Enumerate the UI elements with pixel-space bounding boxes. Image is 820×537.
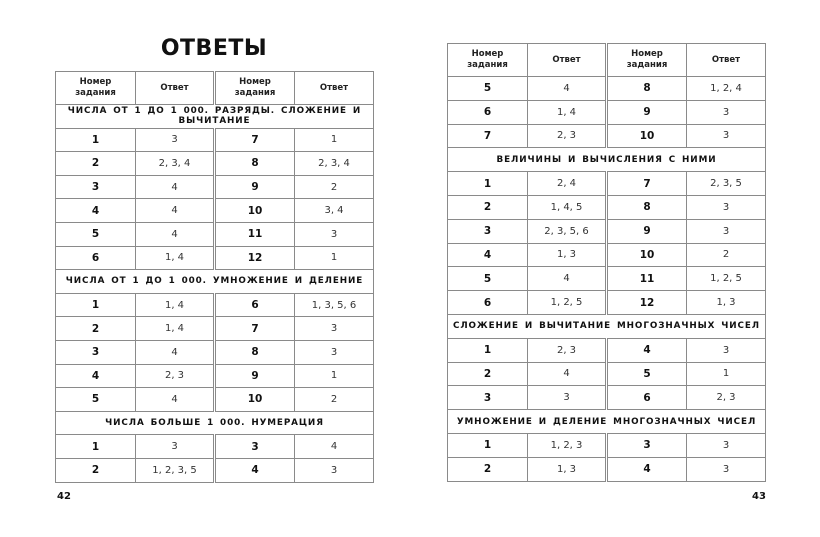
table-header-row (448, 44, 766, 77)
task-number-cell: 5 (607, 362, 687, 386)
answer-cell: 4 (136, 199, 215, 223)
answer-cell: 2, 3 (136, 364, 215, 388)
task-number-cell: 9 (607, 219, 687, 243)
column-header-answer: Ответ (136, 72, 215, 105)
answer-cell: 1, 4 (136, 293, 215, 317)
answer-cell: 2 (295, 388, 374, 412)
answer-cell: 3 (687, 195, 766, 219)
column-header-task-number: Номер задания (56, 72, 136, 105)
table-header-row (56, 72, 374, 105)
task-number-cell: 6 (215, 293, 295, 317)
column-header-task-number: Номер задания (215, 72, 295, 105)
answer-cell: 1, 3 (528, 457, 607, 481)
answer-cell: 1, 2, 3 (528, 433, 607, 457)
table-row (56, 458, 374, 482)
table-row (448, 77, 766, 101)
task-number-cell: 9 (215, 364, 295, 388)
answer-cell: 2, 3, 5 (687, 172, 766, 196)
task-number-cell: 8 (215, 340, 295, 364)
answer-cell: 3, 4 (295, 199, 374, 223)
answer-cell: 2, 3, 5, 6 (528, 219, 607, 243)
task-number-cell: 12 (607, 291, 687, 315)
task-number-cell: 7 (448, 124, 528, 148)
task-number-cell: 12 (215, 246, 295, 270)
answer-cell: 1, 3 (687, 291, 766, 315)
answer-cell: 1 (295, 364, 374, 388)
answer-cell: 3 (295, 222, 374, 246)
table-row (448, 457, 766, 481)
answer-cell: 3 (295, 317, 374, 341)
answer-cell: 1 (687, 362, 766, 386)
task-number-cell: 3 (215, 435, 295, 459)
answer-cell: 3 (687, 100, 766, 124)
task-number-cell: 4 (448, 243, 528, 267)
section-header-row (56, 270, 374, 294)
task-number-cell: 11 (607, 267, 687, 291)
answer-cell: 3 (136, 128, 215, 152)
task-number-cell: 3 (448, 219, 528, 243)
task-number-cell: 9 (607, 100, 687, 124)
task-number-cell: 10 (607, 124, 687, 148)
table-row (448, 195, 766, 219)
table-row (448, 243, 766, 267)
answer-cell: 1, 3 (528, 243, 607, 267)
task-number-cell: 2 (448, 362, 528, 386)
task-number-cell: 1 (56, 293, 136, 317)
answer-cell: 1, 4, 5 (528, 195, 607, 219)
answer-cell: 4 (136, 175, 215, 199)
column-header-task-number: Номер задания (607, 44, 687, 77)
task-number-cell: 1 (448, 172, 528, 196)
answer-cell: 1, 4 (136, 246, 215, 270)
task-number-cell: 4 (607, 338, 687, 362)
answer-cell: 3 (528, 386, 607, 410)
section-title: ЧИСЛА ОТ 1 ДО 1 000. УМНОЖЕНИЕ И ДЕЛЕНИЕ (56, 270, 374, 294)
answer-cell: 2, 3 (528, 338, 607, 362)
task-number-cell: 2 (56, 458, 136, 482)
section-header-row (448, 314, 766, 338)
table-row (56, 317, 374, 341)
answer-cell: 3 (687, 457, 766, 481)
answers-table-left (55, 71, 374, 483)
section-header-row (56, 411, 374, 435)
section-title: ЧИСЛА БОЛЬШЕ 1 000. НУМЕРАЦИЯ (56, 411, 374, 435)
task-number-cell: 8 (607, 195, 687, 219)
task-number-cell: 2 (56, 152, 136, 176)
answer-cell: 1, 4 (528, 100, 607, 124)
task-number-cell: 7 (215, 128, 295, 152)
task-number-cell: 3 (607, 433, 687, 457)
column-header-task-number: Номер задания (448, 44, 528, 77)
answer-cell: 3 (687, 124, 766, 148)
answer-cell: 1, 2, 4 (687, 77, 766, 101)
answer-cell: 2, 3 (687, 386, 766, 410)
table-row (448, 433, 766, 457)
answer-cell: 2, 3, 4 (295, 152, 374, 176)
section-header-row (56, 105, 374, 129)
table-row (56, 152, 374, 176)
task-number-cell: 2 (448, 457, 528, 481)
answer-cell: 4 (136, 222, 215, 246)
task-number-cell: 4 (607, 457, 687, 481)
answer-cell: 2, 3 (528, 124, 607, 148)
task-number-cell: 4 (215, 458, 295, 482)
section-title: УМНОЖЕНИЕ И ДЕЛЕНИЕ МНОГОЗНАЧНЫХ ЧИСЕЛ (448, 410, 766, 434)
answer-cell: 1, 2, 5 (528, 291, 607, 315)
table-row (56, 128, 374, 152)
task-number-cell: 8 (215, 152, 295, 176)
table-row (448, 267, 766, 291)
answer-cell: 1, 3, 5, 6 (295, 293, 374, 317)
task-number-cell: 3 (448, 386, 528, 410)
section-header-row (448, 148, 766, 172)
answer-cell: 1, 2, 5 (687, 267, 766, 291)
column-header-answer: Ответ (687, 44, 766, 77)
answer-cell: 2 (687, 243, 766, 267)
answer-cell: 4 (136, 388, 215, 412)
task-number-cell: 3 (56, 175, 136, 199)
table-row (56, 246, 374, 270)
table-row (56, 175, 374, 199)
task-number-cell: 6 (56, 246, 136, 270)
answer-cell: 3 (295, 458, 374, 482)
task-number-cell: 4 (56, 364, 136, 388)
task-number-cell: 10 (607, 243, 687, 267)
task-number-cell: 1 (448, 338, 528, 362)
task-number-cell: 6 (448, 291, 528, 315)
page-title: ОТВЕТЫ (160, 36, 268, 61)
task-number-cell: 8 (607, 77, 687, 101)
task-number-cell: 6 (448, 100, 528, 124)
answer-cell: 3 (136, 435, 215, 459)
page-number-right: 43 (752, 491, 766, 502)
table-row (448, 219, 766, 243)
task-number-cell: 9 (215, 175, 295, 199)
column-header-answer: Ответ (528, 44, 607, 77)
task-number-cell: 5 (448, 77, 528, 101)
task-number-cell: 4 (56, 199, 136, 223)
answer-cell: 1 (295, 246, 374, 270)
task-number-cell: 7 (215, 317, 295, 341)
column-header-answer: Ответ (295, 72, 374, 105)
answer-cell: 3 (687, 219, 766, 243)
answer-cell: 4 (528, 77, 607, 101)
table-row (448, 386, 766, 410)
table-row (56, 388, 374, 412)
answer-cell: 4 (295, 435, 374, 459)
answer-cell: 3 (687, 338, 766, 362)
section-title: ЧИСЛА ОТ 1 ДО 1 000. РАЗРЯДЫ. СЛОЖЕНИЕ И ВЫЧИТАНИЕ (56, 105, 374, 129)
task-number-cell: 2 (56, 317, 136, 341)
task-number-cell: 2 (448, 195, 528, 219)
table-row (448, 124, 766, 148)
answer-cell: 1, 4 (136, 317, 215, 341)
section-title: ВЕЛИЧИНЫ И ВЫЧИСЛЕНИЯ С НИМИ (448, 148, 766, 172)
answers-table-right (447, 43, 766, 482)
answer-cell: 2, 4 (528, 172, 607, 196)
table-row (448, 362, 766, 386)
section-title: СЛОЖЕНИЕ И ВЫЧИТАНИЕ МНОГОЗНАЧНЫХ ЧИСЕЛ (448, 314, 766, 338)
task-number-cell: 7 (607, 172, 687, 196)
answer-cell: 2 (295, 175, 374, 199)
task-number-cell: 5 (56, 388, 136, 412)
table-row (448, 100, 766, 124)
task-number-cell: 5 (56, 222, 136, 246)
section-header-row (448, 410, 766, 434)
answer-cell: 1, 2, 3, 5 (136, 458, 215, 482)
task-number-cell: 1 (56, 435, 136, 459)
answer-cell: 3 (295, 340, 374, 364)
table-row (56, 364, 374, 388)
table-row (448, 338, 766, 362)
table-row (448, 172, 766, 196)
task-number-cell: 6 (607, 386, 687, 410)
page-number-left: 42 (57, 491, 71, 502)
table-row (56, 435, 374, 459)
table-row (56, 222, 374, 246)
task-number-cell: 11 (215, 222, 295, 246)
answer-cell: 4 (528, 267, 607, 291)
table-row (56, 293, 374, 317)
task-number-cell: 10 (215, 199, 295, 223)
table-row (56, 199, 374, 223)
task-number-cell: 5 (448, 267, 528, 291)
task-number-cell: 1 (56, 128, 136, 152)
answer-cell: 3 (687, 433, 766, 457)
answer-cell: 4 (136, 340, 215, 364)
table-row (56, 340, 374, 364)
task-number-cell: 10 (215, 388, 295, 412)
answer-cell: 2, 3, 4 (136, 152, 215, 176)
task-number-cell: 3 (56, 340, 136, 364)
table-row (448, 291, 766, 315)
task-number-cell: 1 (448, 433, 528, 457)
answer-cell: 1 (295, 128, 374, 152)
answer-cell: 4 (528, 362, 607, 386)
